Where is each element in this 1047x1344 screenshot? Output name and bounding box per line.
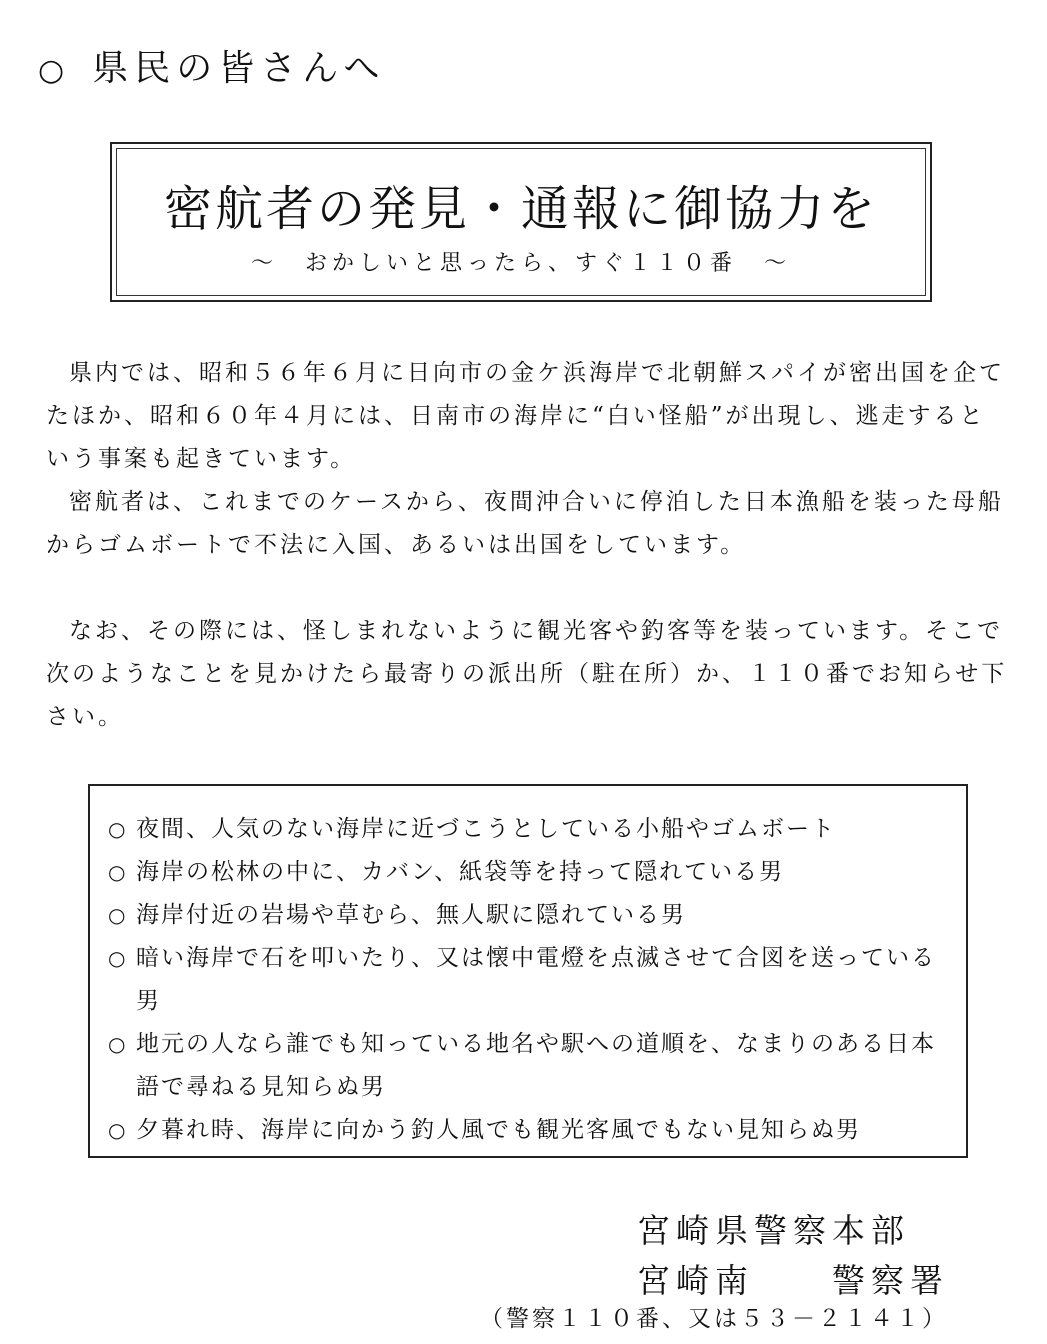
- contact-numbers: （警察１１０番、又は５３－２１４１）: [480, 1306, 948, 1332]
- checklist-item-text: 地元の人なら誰でも知っている地名や駅への道順を、なまりのある日本語で尋ねる見知らぬ男: [136, 1031, 936, 1100]
- checklist-item: [108, 1023, 952, 1109]
- signature-prefectural-police: 宮崎県警察本部: [637, 1211, 910, 1250]
- header: [38, 40, 385, 91]
- circle-bullet-icon: ○: [108, 817, 128, 841]
- signature-block: [637, 1206, 949, 1306]
- notice-title: 密航者の発見・通報に御協力を: [163, 181, 878, 237]
- circle-bullet-icon: ○: [108, 860, 128, 884]
- header-title: 県民の皆さんへ: [92, 48, 386, 89]
- checklist-item-text: 海岸付近の岩場や草むら、無人駅に隠れている男: [136, 902, 686, 928]
- checklist-item: [108, 894, 952, 937]
- circle-bullet-icon: ○: [108, 1032, 128, 1056]
- checklist-item-text: 夕暮れ時、海岸に向かう釣人風でも観光客風でもない見知らぬ男: [136, 1117, 861, 1143]
- title-box: [110, 142, 932, 302]
- paragraph-method: 密航者は、これまでのケースから、夜間沖合いに停泊した日本漁船を装った母船からゴムボートで不法に入国、あるいは出国をしています。: [46, 489, 1004, 558]
- checklist-item-text: 夜間、人気のない海岸に近づこうとしている小船やゴムボート: [136, 816, 836, 842]
- notice-subtitle: ～ おかしいと思ったら、すぐ１１０番 ～: [250, 251, 791, 276]
- circle-bullet-icon: ○: [108, 1118, 128, 1142]
- checklist-item: [108, 937, 952, 1023]
- checklist-item: [108, 808, 952, 851]
- circle-bullet-icon: ○: [108, 903, 128, 927]
- checklist-item: [108, 851, 952, 894]
- checklist-item-text: 海岸の松林の中に、カバン、紙袋等を持って隠れている男: [136, 859, 785, 885]
- body-text: [46, 352, 1008, 739]
- paragraph-request: なお、その際には、怪しまれないように観光客や釣客等を装っています。そこで次のようなことを見かけたら最寄りの派出所（駐在所）か、１１０番でお知らせ下さい。: [46, 618, 1008, 730]
- circle-bullet-icon: ○: [38, 53, 71, 88]
- suspicious-checklist: [88, 784, 968, 1158]
- checklist-item-text: 暗い海岸で石を叩いたり、又は懐中電燈を点滅させて合図を送っている男: [136, 945, 936, 1014]
- paragraph-incidents: 県内では、昭和５６年６月に日向市の金ケ浜海岸で北朝鮮スパイが密出国を企てたほか、昭和６０年４月には、日南市の海岸に“白い怪船”が出現し、逃走するという事案も起きています。: [46, 360, 1005, 472]
- checklist-item: [108, 1109, 952, 1152]
- circle-bullet-icon: ○: [108, 946, 128, 970]
- signature-police-station: 宮崎南 警察署: [637, 1261, 949, 1300]
